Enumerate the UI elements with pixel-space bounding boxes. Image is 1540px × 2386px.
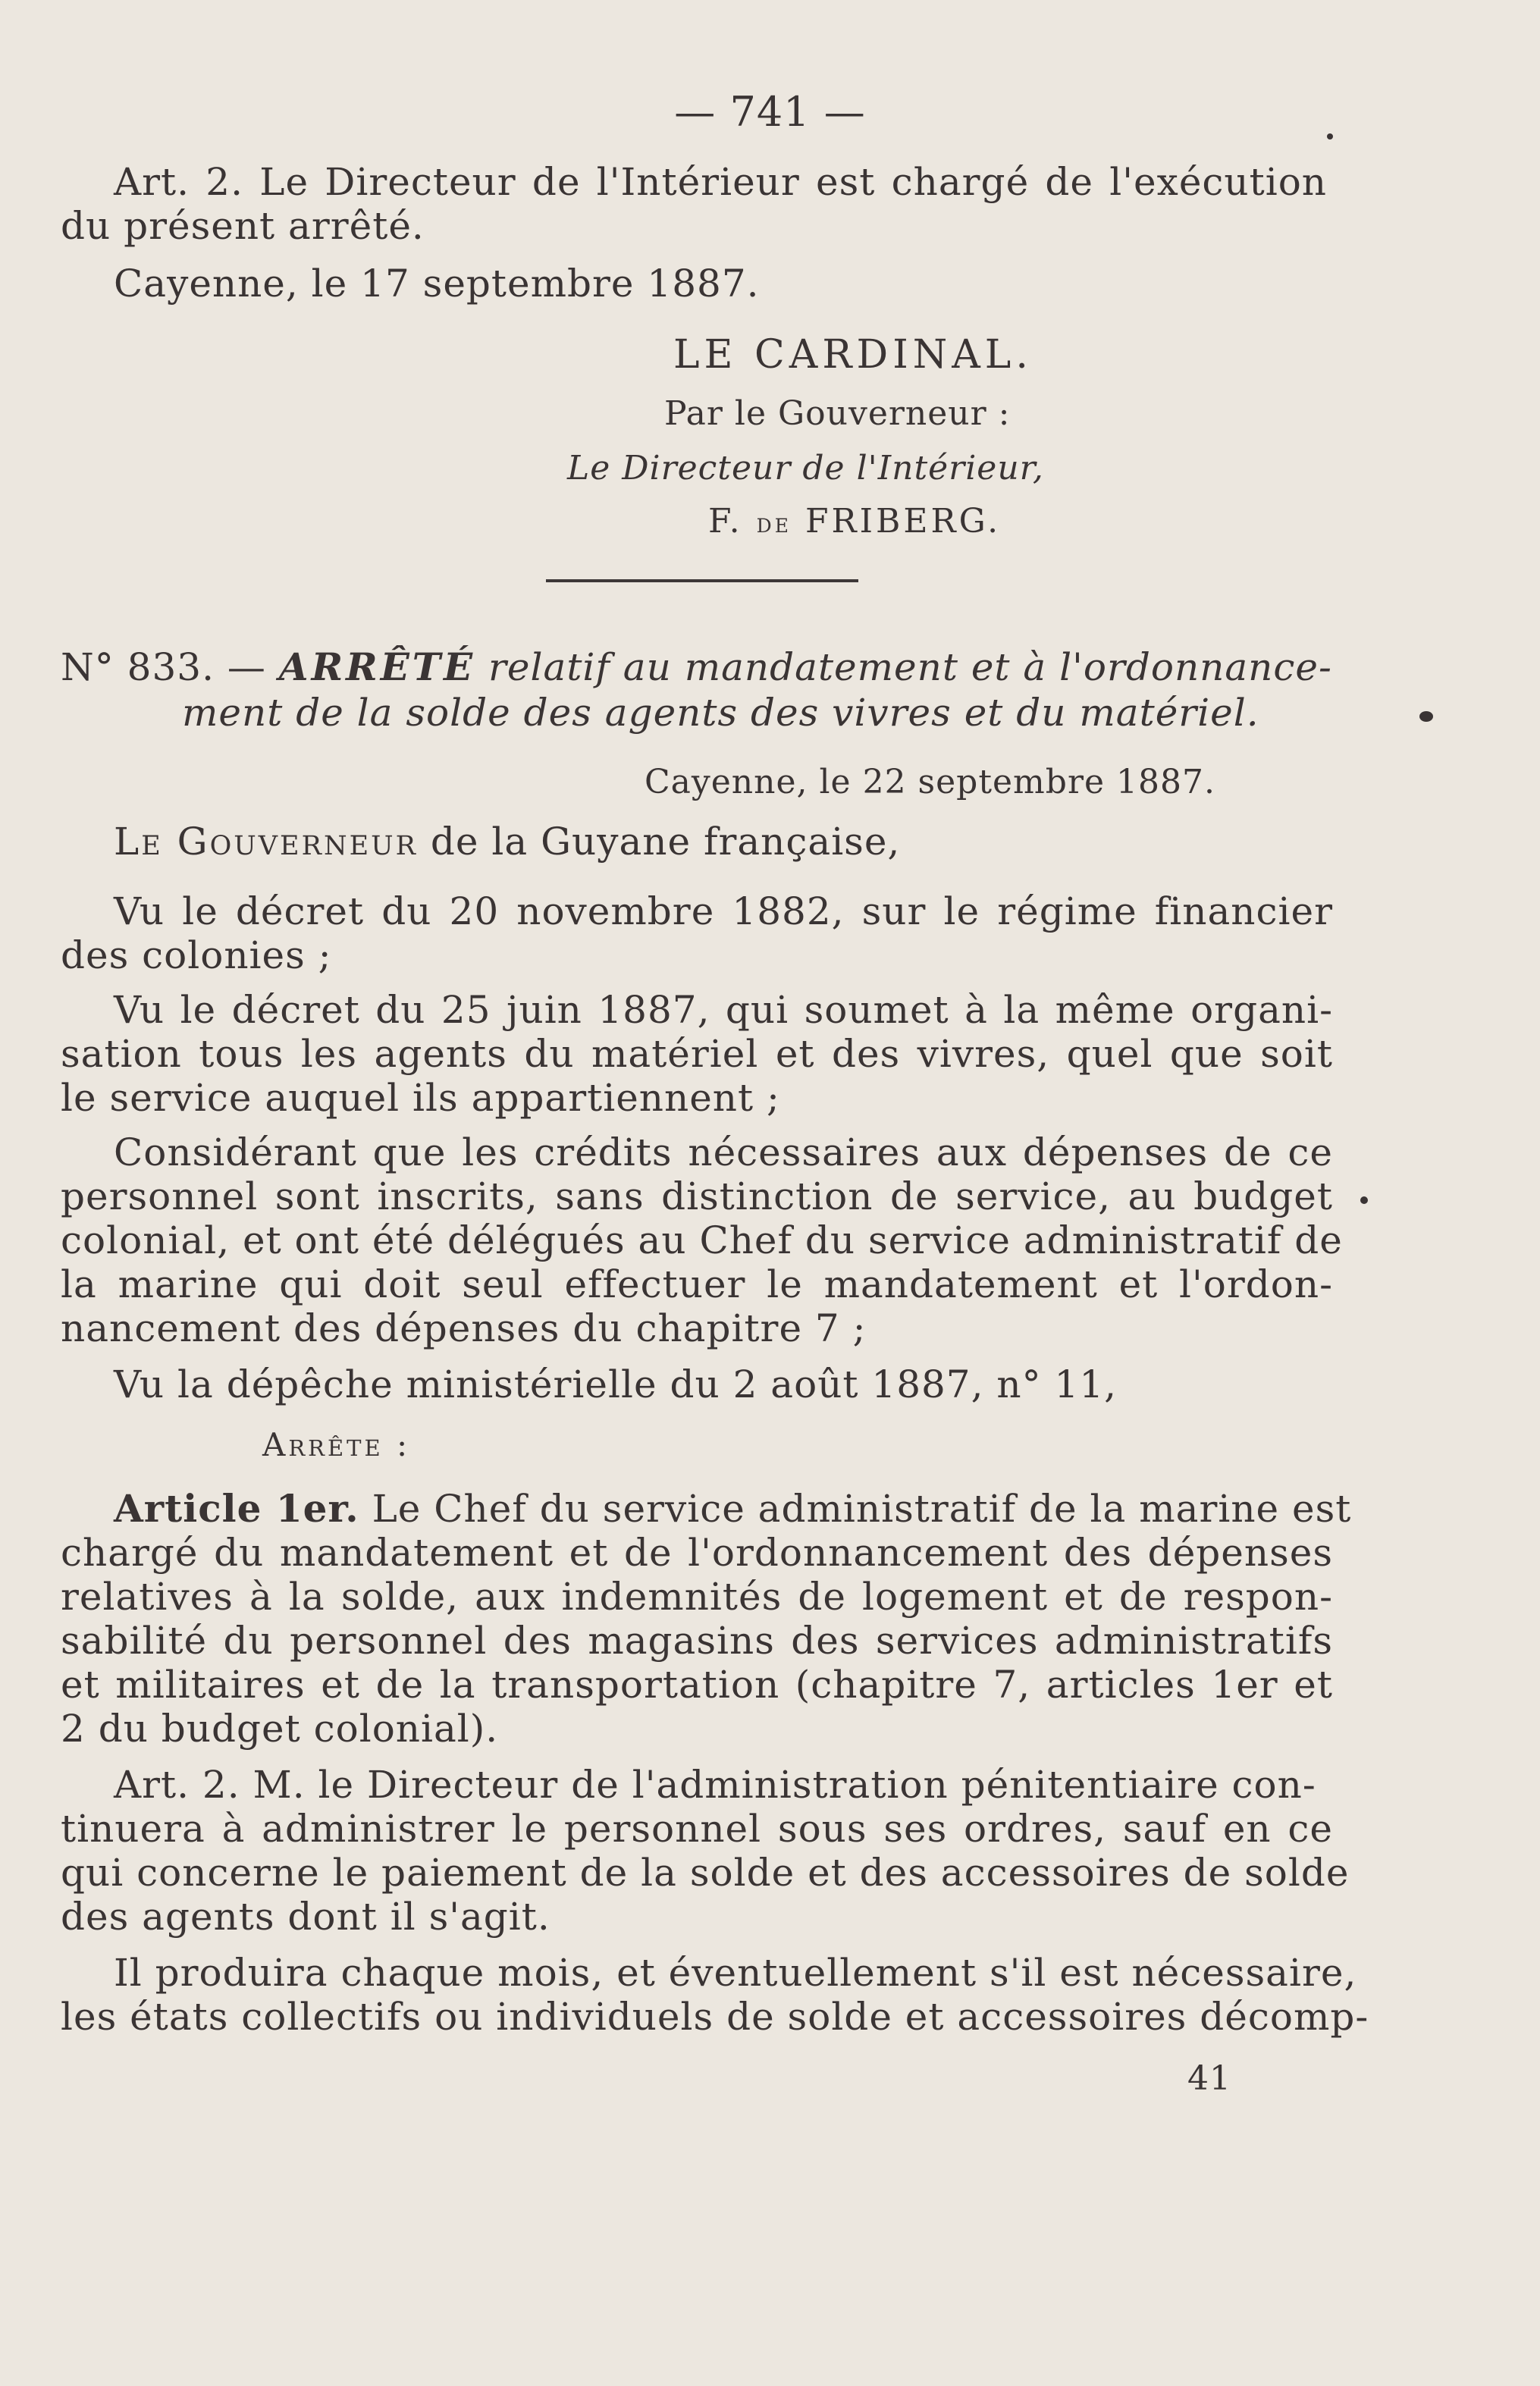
article-1-text-1: Le Chef du service administratif de la marine est <box>372 1487 1352 1531</box>
article-2-text-1: M. le Directeur de l'administration pénitentiaire con- <box>252 1763 1316 1807</box>
article-1-line-3: relatives à la solde, aux indemnités de logement et de respon- <box>61 1575 1333 1619</box>
issuer-caps: Le Gouverneur <box>114 820 418 864</box>
article-2-line-2: tinuera à administrer le personnel sous ses ordres, sauf en ce <box>61 1807 1333 1851</box>
prev-article-2-line-2: du présent arrêté. <box>61 204 425 248</box>
folio-signature: 41 <box>1187 2059 1231 2098</box>
page-number: — 741 — <box>674 88 866 136</box>
considering-line-1: Considérant que les crédits nécessaires aux dépenses de ce <box>114 1130 1333 1174</box>
ministerial-dispatch: Vu la dépêche ministérielle du 2 août 1887, n° 11, <box>114 1362 1118 1406</box>
prev-by-governor: Par le Gouverneur : <box>664 394 1011 433</box>
decree-1887-line-3: le service auquel ils appartiennent ; <box>61 1076 780 1120</box>
prev-signer-role: Le Directeur de l'Intérieur, <box>567 449 1044 488</box>
prev-name-prefix: F. <box>708 502 743 541</box>
decree-1882-line-1: Vu le décret du 20 novembre 1882, sur le régime financier <box>114 889 1333 933</box>
article-2-label: Art. 2. <box>114 1763 240 1807</box>
prev-name-particle: de <box>756 508 792 539</box>
article-1-line-2: chargé du mandatement et de l'ordonnancement des dépenses <box>61 1531 1333 1575</box>
act-kind: ARRÊTÉ <box>278 644 476 689</box>
act-title-2: ment de la solde des agents des vivres et du matériel. <box>182 691 1259 735</box>
article-2-line-3: qui concerne le paiement de la solde et des accessoires de solde <box>61 1851 1350 1895</box>
article-2-line-4: des agents dont il s'agit. <box>61 1895 550 1939</box>
decree-1887-line-2: sation tous les agents du matériel et des vivres, quel que soit <box>61 1032 1333 1076</box>
considering-line-5: nancement des dépenses du chapitre 7 ; <box>61 1306 867 1350</box>
article-1-line-5: et militaires et de la transportation (chapitre 7, articles 1er et <box>61 1663 1333 1707</box>
separator-rule <box>546 579 858 582</box>
article-1-line-4: sabilité du personnel des magasins des services administratifs <box>61 1619 1333 1663</box>
article-1-line-1 <box>114 1486 1352 1532</box>
paragraph-line-2: les états collectifs ou individuels de solde et accessoires décomp- <box>61 1995 1369 2039</box>
act-number: N° 833. <box>61 645 215 689</box>
prev-place-date: Cayenne, le 17 septembre 1887. <box>114 262 760 306</box>
act-dash: — <box>227 645 266 689</box>
prev-signer-name <box>708 499 1001 547</box>
article-1-line-6: 2 du budget colonial). <box>61 1707 499 1751</box>
ink-speck <box>1360 1196 1368 1204</box>
article-1-label: Article 1er. <box>114 1486 359 1531</box>
paragraph-line-1: Il produira chaque mois, et éventuellement s'il est nécessaire, <box>114 1951 1357 1995</box>
considering-line-4: la marine qui doit seul effectuer le mandatement et l'ordon- <box>61 1262 1333 1306</box>
prev-article-2-line-1: Art. 2. Le Directeur de l'Intérieur est chargé de l'exécution <box>114 160 1327 204</box>
arrete-heading: Arrête : <box>262 1426 411 1463</box>
issuer-rest: de la Guyane française, <box>430 820 901 864</box>
considering-line-3: colonial, et ont été délégués au Chef du service administratif de <box>61 1218 1343 1262</box>
act-place-date: Cayenne, le 22 septembre 1887. <box>645 763 1215 801</box>
act-title-1: relatif au mandatement et à l'ordonnance- <box>488 645 1332 689</box>
decree-1882-line-2: des colonies ; <box>61 933 332 977</box>
considering-line-2: personnel sont inscrits, sans distinction de service, au budget <box>61 1174 1333 1218</box>
prev-signer: LE CARDINAL. <box>673 332 1033 378</box>
ink-speck <box>1327 133 1333 140</box>
act-heading-line-1 <box>61 644 1332 690</box>
prev-name: FRIBERG. <box>805 502 1002 541</box>
ink-speck <box>1419 711 1433 722</box>
issuer <box>114 819 900 864</box>
article-2-line-1 <box>114 1762 1316 1808</box>
decree-1887-line-1: Vu le décret du 25 juin 1887, qui soumet à la même organi- <box>114 988 1333 1032</box>
